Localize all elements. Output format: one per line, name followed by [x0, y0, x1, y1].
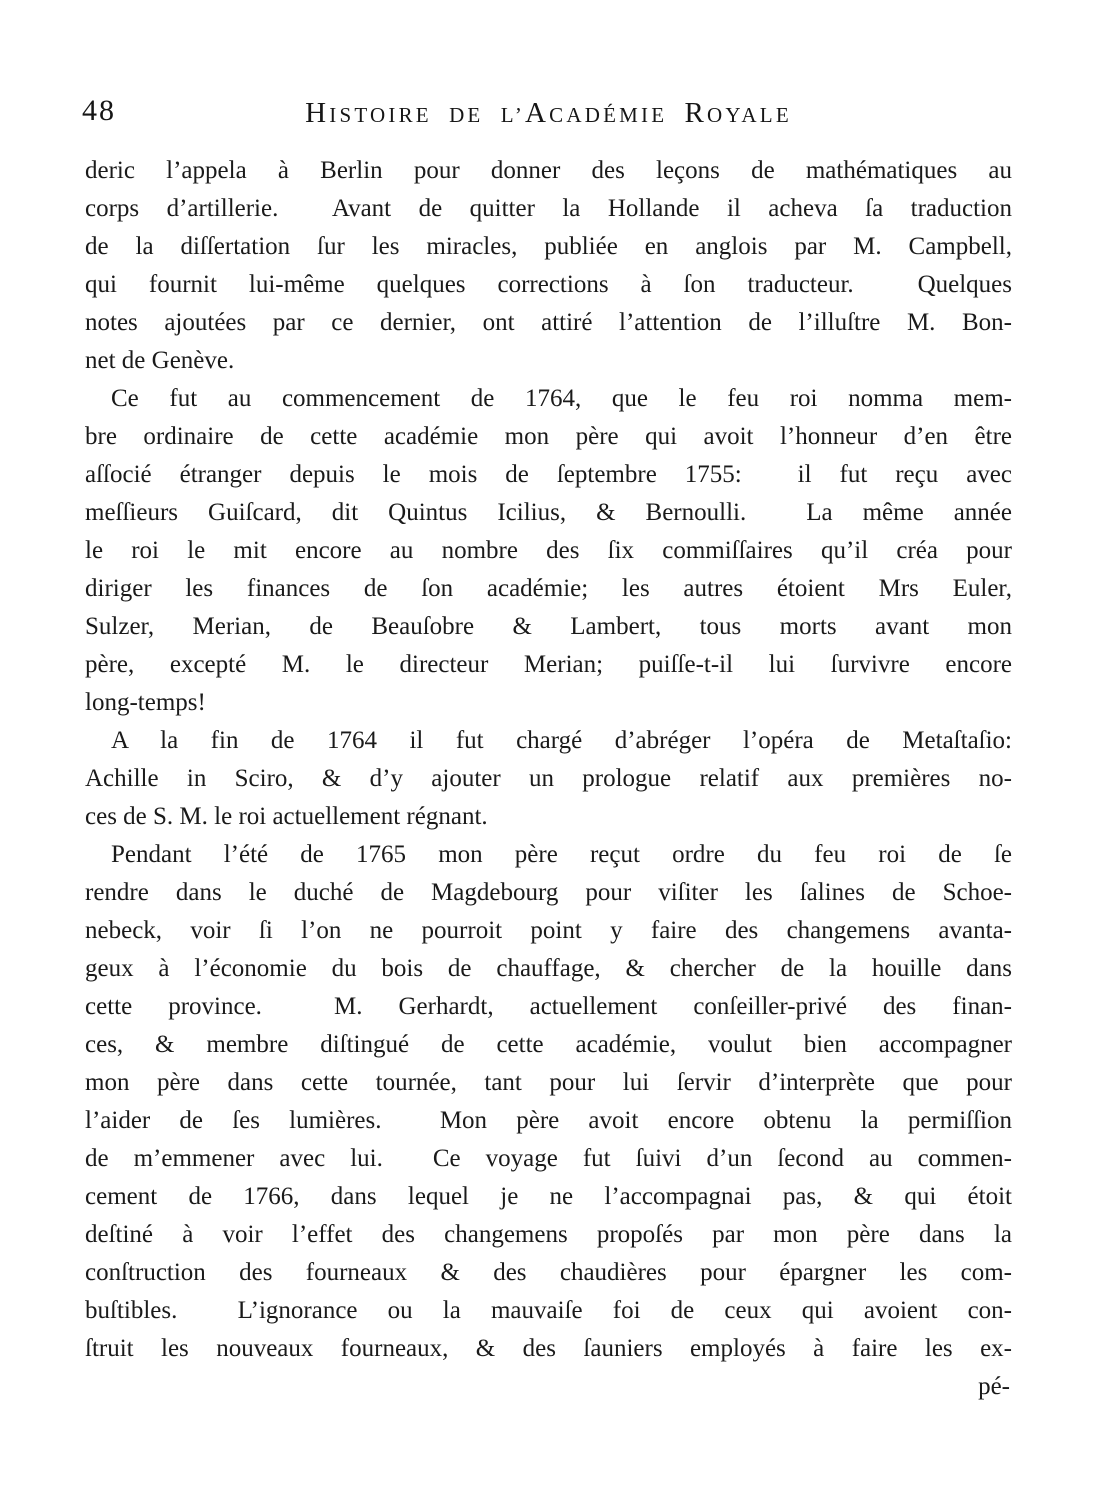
text-line: nebeck, voir ſi l’on ne pourroit point y faire des changemens avanta-: [85, 917, 1012, 944]
text-line: deric l’appela à Berlin pour donner des leçons de mathématiques au: [85, 157, 1012, 184]
text-line: ces de S. M. le roi actuellement régnant.: [85, 803, 488, 830]
text-line: mon père dans cette tournée, tant pour lui ſervir d’interprète que pour: [85, 1069, 1012, 1096]
header-segment: CADÉMIE: [549, 103, 685, 127]
text-line: ces, & membre diſtingué de cette académie, voulut bien accompagner: [85, 1031, 1012, 1058]
text-line: corps d’artillerie. Avant de quitter la Hollande il acheva ſa traduction: [85, 195, 1012, 222]
text-line: deſtiné à voir l’effet des changemens propoſés par mon père dans la: [85, 1221, 1012, 1248]
text-line: Pendant l’été de 1765 mon père reçut ordre du feu roi de ſe: [111, 841, 1012, 868]
text-line: ſtruit les nouveaux fourneaux, & des ſauniers employés à faire les ex-: [85, 1335, 1012, 1362]
text-line: de la diſſertation ſur les miracles, publiée en anglois par M. Campbell,: [85, 233, 1012, 260]
header-segment: H: [305, 97, 330, 129]
header-segment: A: [525, 97, 550, 129]
catchword: pé-: [978, 1373, 1010, 1400]
page-number: 48: [82, 94, 116, 127]
text-line: bre ordinaire de cette académie mon père qui avoit l’honneur d’en être: [85, 423, 1012, 450]
header-segment: DE: [449, 103, 501, 127]
text-line: père, excepté M. le directeur Merian; puiſſe-t-il lui ſurvivre encore: [85, 651, 1012, 678]
text-line: buſtibles. L’ignorance ou la mauvaiſe foi de ceux qui avoient con-: [85, 1297, 1012, 1324]
text-line: Achille in Sciro, & d’y ajouter un prologue relatif aux premières no-: [85, 765, 1012, 792]
header-segment: ISTOIRE: [329, 103, 450, 127]
text-line: long-temps!: [85, 689, 206, 716]
header-segment: L’: [500, 103, 526, 127]
text-line: geux à l’économie du bois de chauffage, & chercher de la houille dans: [85, 955, 1012, 982]
header-segment: OYALE: [707, 103, 792, 127]
text-line: Sulzer, Merian, de Beauſobre & Lambert, tous morts avant mon: [85, 613, 1012, 640]
text-line: aſſocié étranger depuis le mois de ſeptembre 1755: il fut reçu avec: [85, 461, 1012, 488]
text-line: conſtruction des fourneaux & des chaudières pour épargner les com-: [85, 1259, 1012, 1286]
text-line: meſſieurs Guiſcard, dit Quintus Icilius, & Bernoulli. La même année: [85, 499, 1012, 526]
text-line: cement de 1766, dans lequel je ne l’accompagnai pas, & qui étoit: [85, 1183, 1012, 1210]
text-line: notes ajoutées par ce dernier, ont attiré l’attention de l’illuſtre M. Bon-: [85, 309, 1012, 336]
text-line: qui fournit lui-même quelques corrections à ſon traducteur. Quelques: [85, 271, 1012, 298]
text-line: A la fin de 1764 il fut chargé d’abréger l’opéra de Metaſtaſio:: [111, 727, 1012, 754]
text-line: net de Genève.: [85, 347, 235, 374]
text-line: rendre dans le duché de Magdebourg pour viſiter les ſalines de Schoe-: [85, 879, 1012, 906]
text-line: de m’emmener avec lui. Ce voyage fut ſuivi d’un ſecond au commen-: [85, 1145, 1012, 1172]
text-line: cette province. M. Gerhardt, actuellement conſeiller-privé des finan-: [85, 993, 1012, 1020]
text-line: l’aider de ſes lumières. Mon père avoit encore obtenu la permiſſion: [85, 1107, 1012, 1134]
text-line: diriger les finances de ſon académie; les autres étoient Mrs Euler,: [85, 575, 1012, 602]
text-line: le roi le mit encore au nombre des ſix commiſſaires qu’il créa pour: [85, 537, 1012, 564]
body-text: [85, 152, 1012, 1406]
running-header: [85, 97, 1012, 130]
header-segment: R: [684, 97, 708, 129]
text-line: Ce fut au commencement de 1764, que le feu roi nomma mem-: [111, 385, 1012, 412]
